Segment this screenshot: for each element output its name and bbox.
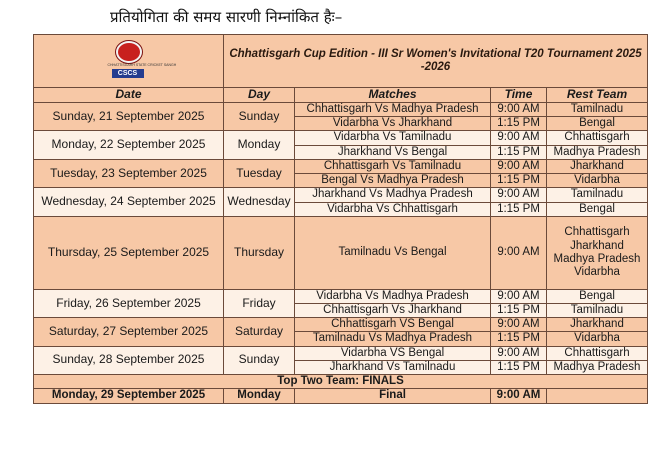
tournament-title: Chhattisgarh Cup Edition - III Sr Women's Invitational T20 Tournament 2025 -2026 — [224, 35, 648, 88]
match-cell: Chhattisgarh Vs Jharkhand — [295, 303, 491, 317]
time-cell: 1:15 PM — [491, 145, 547, 159]
col-header-matches: Matches — [295, 88, 491, 103]
time-cell: 1:15 PM — [491, 360, 547, 374]
finals-note-row — [34, 375, 648, 389]
logo-abbr: CSCS — [112, 69, 144, 78]
match-cell: Jharkhand Vs Tamilnadu — [295, 360, 491, 374]
match-cell: Vidarbha Vs Madhya Pradesh — [295, 289, 491, 303]
schedule-row — [34, 159, 648, 173]
time-cell: 9:00 AM — [491, 188, 547, 202]
col-header-rest: Rest Team — [547, 88, 648, 103]
date-cell: Wednesday, 24 September 2025 — [34, 188, 224, 216]
time-cell: 9:00 AM — [491, 159, 547, 173]
time-cell: 9:00 AM — [491, 318, 547, 332]
match-cell: Final — [295, 389, 491, 403]
col-header-day: Day — [224, 88, 295, 103]
date-cell: Sunday, 21 September 2025 — [34, 103, 224, 131]
match-cell: Tamilnadu Vs Bengal — [295, 216, 491, 289]
match-cell: Chhattisgarh Vs Madhya Pradesh — [295, 103, 491, 117]
rest-team-cell: Chhattisgarh — [547, 346, 648, 360]
rest-team-cell: Bengal — [547, 202, 648, 216]
rest-team-cell — [547, 389, 648, 403]
date-cell: Tuesday, 23 September 2025 — [34, 159, 224, 187]
schedule-row — [34, 131, 648, 145]
time-cell: 1:15 PM — [491, 117, 547, 131]
schedule-row — [34, 103, 648, 117]
title-row — [34, 35, 648, 88]
match-cell: Bengal Vs Madhya Pradesh — [295, 174, 491, 188]
match-cell: Tamilnadu Vs Madhya Pradesh — [295, 332, 491, 346]
header-row — [34, 88, 648, 103]
match-cell: Chhattisgarh VS Bengal — [295, 318, 491, 332]
rest-team: Vidarbha — [574, 265, 620, 278]
match-cell: Vidarbha Vs Jharkhand — [295, 117, 491, 131]
date-cell: Monday, 22 September 2025 — [34, 131, 224, 159]
match-cell: Vidarbha Vs Tamilnadu — [295, 131, 491, 145]
cricket-ball-icon — [116, 41, 142, 63]
time-cell: 1:15 PM — [491, 303, 547, 317]
rest-team-cell: Chhattisgarh — [547, 131, 648, 145]
schedule-row — [34, 346, 648, 360]
col-header-time: Time — [491, 88, 547, 103]
rest-team: Jharkhand — [570, 239, 624, 252]
rest-team-cell: Madhya Pradesh — [547, 145, 648, 159]
time-cell: 1:15 PM — [491, 174, 547, 188]
rest-team-cell: Madhya Pradesh — [547, 360, 648, 374]
cscs-logo — [107, 39, 177, 79]
schedule-row — [34, 216, 648, 289]
schedule-table — [33, 34, 648, 404]
finals-note: Top Two Team: FINALS — [34, 375, 648, 389]
date-cell: Friday, 26 September 2025 — [34, 289, 224, 317]
rest-team-cell: Bengal — [547, 289, 648, 303]
time-cell: 1:15 PM — [491, 332, 547, 346]
match-cell: Jharkhand Vs Bengal — [295, 145, 491, 159]
day-cell: Thursday — [224, 216, 295, 289]
schedule-row — [34, 289, 648, 303]
date-cell: Saturday, 27 September 2025 — [34, 318, 224, 346]
rest-team-cell: Tamilnadu — [547, 188, 648, 202]
rest-team-cell: Vidarbha — [547, 174, 648, 188]
rest-team-cell: Tamilnadu — [547, 303, 648, 317]
intro-text: प्रतियोगिता की समय सारणी निम्नांकित हैः– — [110, 8, 343, 26]
col-header-date: Date — [34, 88, 224, 103]
final-row — [34, 389, 648, 403]
time-cell: 1:15 PM — [491, 202, 547, 216]
match-cell: Vidarbha Vs Chhattisgarh — [295, 202, 491, 216]
schedule-row — [34, 318, 648, 332]
time-cell: 9:00 AM — [491, 131, 547, 145]
day-cell: Monday — [224, 389, 295, 403]
time-cell: 9:00 AM — [491, 389, 547, 403]
day-cell: Saturday — [224, 318, 295, 346]
rest-team-cell: Jharkhand — [547, 318, 648, 332]
time-cell: 9:00 AM — [491, 346, 547, 360]
rest-team-cell: Bengal — [547, 117, 648, 131]
day-cell: Wednesday — [224, 188, 295, 216]
match-cell: Chhattisgarh Vs Tamilnadu — [295, 159, 491, 173]
rest-team: Madhya Pradesh — [553, 252, 641, 265]
time-cell: 9:00 AM — [491, 216, 547, 289]
date-cell: Sunday, 28 September 2025 — [34, 346, 224, 374]
day-cell: Sunday — [224, 346, 295, 374]
match-cell: Vidarbha VS Bengal — [295, 346, 491, 360]
rest-team-cell: Jharkhand — [547, 159, 648, 173]
time-cell: 9:00 AM — [491, 289, 547, 303]
day-cell: Friday — [224, 289, 295, 317]
rest-team: Chhattisgarh — [564, 226, 630, 239]
rest-team-cell — [547, 216, 648, 289]
day-cell: Monday — [224, 131, 295, 159]
day-cell: Sunday — [224, 103, 295, 131]
logo-cell — [34, 35, 224, 88]
date-cell: Monday, 29 September 2025 — [34, 389, 224, 403]
rest-team-cell: Tamilnadu — [547, 103, 648, 117]
day-cell: Tuesday — [224, 159, 295, 187]
logo-small-text: CHHATTISGARH STATE CRICKET SANGH — [107, 62, 177, 67]
schedule-row — [34, 188, 648, 202]
match-cell: Jharkhand Vs Madhya Pradesh — [295, 188, 491, 202]
rest-team-cell: Vidarbha — [547, 332, 648, 346]
time-cell: 9:00 AM — [491, 103, 547, 117]
date-cell: Thursday, 25 September 2025 — [34, 216, 224, 289]
